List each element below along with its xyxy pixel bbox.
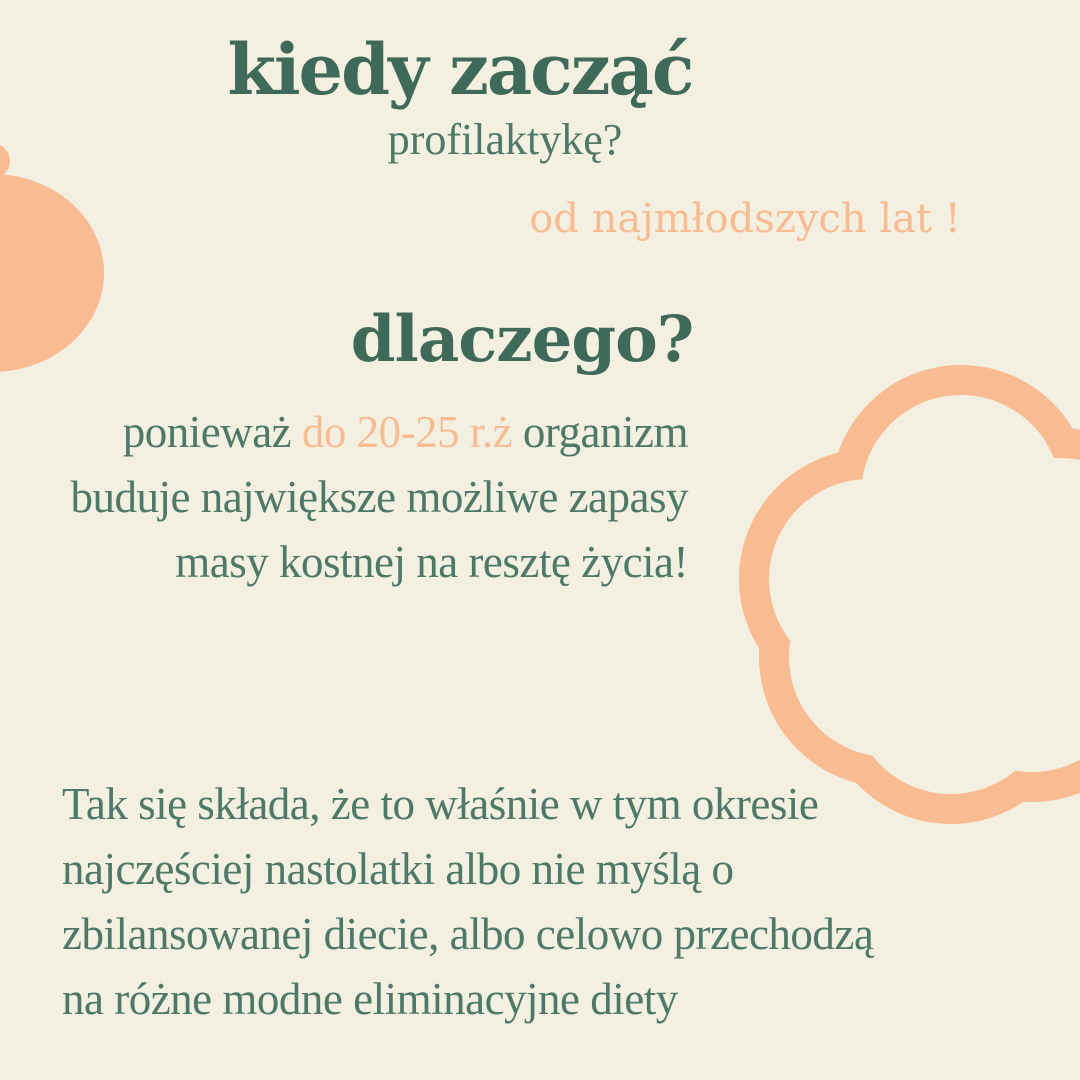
page-title: kiedy zacząć [227, 28, 693, 111]
note-line-3: zbilansowanej diecie, albo celowo przechodzą [62, 909, 874, 959]
why-line-1-post: organizm [512, 407, 688, 457]
answer-text: od najmłodszych lat ! [529, 196, 961, 242]
why-line-3: masy kostnej na resztę życia! [175, 537, 688, 587]
note-line-4: na różne modne eliminacyjne diety [62, 974, 678, 1024]
note-paragraph [62, 772, 1022, 1032]
why-line-2: buduje największe możliwe zapasy [70, 472, 688, 522]
why-paragraph [0, 400, 688, 595]
why-line-1-pre: ponieważ [122, 407, 302, 457]
why-heading: dlaczego? [350, 302, 694, 377]
note-line-1: Tak się składa, że to właśnie w tym okresie [62, 779, 819, 829]
note-line-2: najczęściej nastolatki albo nie myślą o [62, 844, 734, 894]
flower-outline-icon [769, 395, 1080, 794]
page-subtitle: profilaktykę? [387, 115, 623, 164]
why-line-1 [0, 400, 688, 465]
why-line-1-highlight: do 20-25 r.ż [301, 407, 513, 457]
